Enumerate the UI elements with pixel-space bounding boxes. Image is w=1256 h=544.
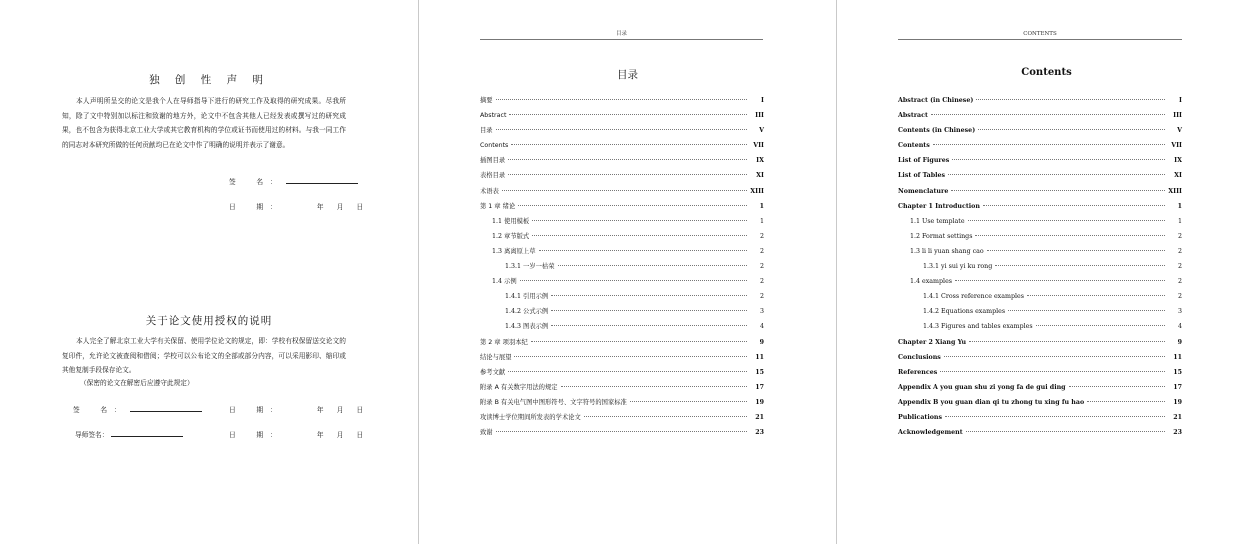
day-label: 日 <box>356 203 364 211</box>
toc-entry-page: 2 <box>1177 263 1182 271</box>
toc-entry-page: IX <box>1174 157 1182 165</box>
toc-entry-page: 23 <box>755 429 764 437</box>
toc-entry-page: VII <box>753 142 764 150</box>
toc-leader-dots <box>558 265 747 266</box>
toc-entry-title: List of Tables <box>898 172 946 180</box>
toc-entry[interactable] <box>480 410 764 425</box>
toc-entry-title: Abstract (in Chinese) <box>898 97 974 104</box>
toc-entry-title: 1.1 使用模板 <box>492 217 530 225</box>
toc-entry-title: 1.2 Format settings <box>910 232 973 240</box>
toc-entry-page: 3 <box>759 308 764 316</box>
toc-entry-page: XIII <box>750 187 764 195</box>
toc-entry[interactable] <box>898 380 1182 395</box>
toc-entry-page: 3 <box>1177 308 1182 316</box>
toc-entry[interactable] <box>898 214 1182 229</box>
authorization-date-row-2 <box>229 429 363 439</box>
toc-entry[interactable] <box>898 108 1182 123</box>
toc-entry-page: 2 <box>759 263 764 271</box>
month-label: 月 <box>336 203 344 211</box>
toc-entry-title: Chapter 2 Xiang Yu <box>898 338 967 346</box>
toc-entry[interactable] <box>480 395 764 410</box>
toc-entry[interactable] <box>898 199 1182 214</box>
toc-entry[interactable] <box>898 274 1182 289</box>
toc-leader-dots <box>518 205 747 206</box>
toc-entry[interactable] <box>898 229 1182 244</box>
toc-entry[interactable] <box>898 259 1182 274</box>
toc-entry-title: Conclusions <box>898 353 941 361</box>
toc-entry[interactable] <box>480 365 764 380</box>
toc-entry[interactable] <box>898 123 1182 138</box>
authorization-signature-row <box>73 404 202 414</box>
toc-leader-dots <box>502 190 747 191</box>
toc-entry-page: XIII <box>1168 187 1182 195</box>
toc-entry[interactable] <box>898 304 1182 319</box>
toc-entry-title: Contents <box>480 142 509 150</box>
toc-entry-page: 15 <box>1173 368 1182 376</box>
toc-leader-dots <box>976 99 1165 100</box>
originality-paragraph: 本人声明所呈交的论文是我个人在导师指导下进行的研究工作及取得的研究成果。尽我所知，除了文中特别加以标注和致谢的地方外，论文中不包含其他人已经发表或撰写过的研究成果，也不包含为获得北京工业大学或其它教育机构的学位或证书而使用过的材料。与我一同工作的同志对本研究所做的任何贡献均已在论文中作了明确的说明并表示了谢意。 <box>62 97 346 149</box>
toc-title: 目录 <box>617 69 638 81</box>
toc-entry-title: 结论与展望 <box>480 353 512 361</box>
toc-entry-title: 攻读博士学位期间所发表的学术论文 <box>480 413 581 421</box>
toc-entry-title: Contents <box>898 142 930 150</box>
toc-entry-page: IX <box>756 157 764 165</box>
toc-entry-title: 1.4.2 公式示例 <box>505 308 549 316</box>
toc-entry-title: Nomenclature <box>898 187 949 195</box>
toc-entry-title: 1.3.1 一岁一枯荣 <box>505 263 555 271</box>
running-header: CONTENTS <box>898 31 1182 40</box>
toc-entry[interactable] <box>480 259 764 274</box>
toc-entry[interactable] <box>898 395 1182 410</box>
toc-leader-dots <box>561 386 747 387</box>
toc-entry-title: 1.4.1 Cross reference examples <box>923 293 1024 301</box>
toc-entry-title: Abstract <box>898 112 928 120</box>
toc-entry-title: Appendix A you guan shu zi yong fa de gui ding <box>898 383 1066 391</box>
year-label: 年 <box>316 431 324 439</box>
signature-line[interactable] <box>286 177 358 184</box>
toc-entry[interactable] <box>480 93 764 108</box>
toc-entry-title: 1.4 examples <box>910 278 953 286</box>
toc-entry-page: 9 <box>1177 338 1182 346</box>
toc-entry-title: 致谢 <box>480 429 493 437</box>
toc-english-page <box>837 0 1256 544</box>
toc-entry[interactable] <box>480 229 764 244</box>
toc-leader-dots <box>951 190 1165 191</box>
toc-entry-page: V <box>1177 127 1182 135</box>
toc-leader-dots <box>1087 401 1165 402</box>
toc-leader-dots <box>955 280 1165 281</box>
toc-entry[interactable] <box>898 410 1182 425</box>
toc-list <box>480 93 764 440</box>
toc-entry-page: XI <box>756 172 764 180</box>
authorization-paragraph: 本人完全了解北京工业大学有关保留、使用学位论文的规定，即：学校有权保留送交论文的复印件，允许论文被查阅和借阅；学校可以公布论文的全部或部分内容，可以采用影印、缩印或其他复制手段保存论文。 <box>62 337 346 375</box>
toc-leader-dots <box>944 356 1165 357</box>
toc-leader-dots <box>551 310 747 311</box>
toc-entry-title: 第 1 章 绪论 <box>480 202 516 210</box>
toc-entry-page: 21 <box>1173 413 1182 421</box>
toc-leader-dots <box>969 341 1165 342</box>
supervisor-signature-row <box>75 429 183 439</box>
toc-leader-dots <box>987 250 1165 251</box>
date-label: 日 期： <box>229 431 284 439</box>
toc-entry[interactable] <box>480 274 764 289</box>
toc-entry-title: Chapter 1 Introduction <box>898 202 980 210</box>
day-label: 日 <box>356 406 364 414</box>
toc-entry[interactable] <box>898 138 1182 153</box>
toc-entry[interactable] <box>898 153 1182 168</box>
toc-entry-title: 1.3.1 yi sui yi ku rong <box>923 263 993 271</box>
toc-entry-page: 2 <box>759 232 764 240</box>
toc-entry-title: 插图目录 <box>480 157 506 165</box>
date-label: 日 期： <box>229 203 284 211</box>
toc-entry-title: 1.2 章节版式 <box>492 232 530 240</box>
toc-entry[interactable] <box>898 184 1182 199</box>
toc-leader-dots <box>945 416 1165 417</box>
toc-entry[interactable] <box>480 319 764 334</box>
authorization-date-row-1 <box>229 404 363 414</box>
toc-leader-dots <box>983 205 1165 206</box>
toc-leader-dots <box>520 280 747 281</box>
toc-leader-dots <box>496 99 747 100</box>
toc-entry-page: 1 <box>759 217 764 225</box>
toc-entry-page: I <box>761 97 764 104</box>
toc-entry[interactable] <box>480 108 764 123</box>
originality-signature-row <box>229 176 358 186</box>
toc-entry[interactable] <box>898 289 1182 304</box>
toc-entry-title: 1.4.3 Figures and tables examples <box>923 323 1033 331</box>
toc-leader-dots <box>952 159 1165 160</box>
toc-entry[interactable] <box>480 335 764 350</box>
toc-leader-dots <box>968 220 1165 221</box>
toc-leader-dots <box>508 371 747 372</box>
toc-chinese-page <box>419 0 836 544</box>
toc-entry[interactable] <box>480 350 764 365</box>
toc-entry-title: Contents (in Chinese) <box>898 127 976 135</box>
declaration-page <box>0 0 418 544</box>
day-label: 日 <box>356 431 364 439</box>
toc-leader-dots <box>508 159 747 160</box>
toc-entry-page: III <box>1173 112 1182 120</box>
toc-entry-title: 第 2 章 项羽本纪 <box>480 338 528 346</box>
toc-leader-dots <box>508 174 747 175</box>
toc-entry-title: 摘要 <box>480 97 493 104</box>
supervisor-label: 导师签名： <box>75 431 109 439</box>
toc-leader-dots <box>1036 325 1165 326</box>
month-label: 月 <box>336 406 344 414</box>
toc-leader-dots <box>532 235 747 236</box>
toc-entry[interactable] <box>480 380 764 395</box>
toc-entry-page: V <box>759 127 764 135</box>
toc-leader-dots <box>966 431 1165 432</box>
year-label: 年 <box>316 203 324 211</box>
toc-entry-page: 2 <box>759 247 764 255</box>
toc-entry[interactable] <box>480 184 764 199</box>
toc-leader-dots <box>1069 386 1165 387</box>
toc-entry-title: 术语表 <box>480 187 499 195</box>
toc-entry-title: 表格目录 <box>480 172 506 180</box>
toc-entry-page: 11 <box>755 353 764 361</box>
toc-entry-page: 15 <box>755 368 764 376</box>
toc-leader-dots <box>931 114 1165 115</box>
toc-entry-page: 17 <box>755 383 764 391</box>
toc-entry-title: 附录 A 有关数字用法的规定 <box>480 383 558 391</box>
toc-leader-dots <box>539 250 747 251</box>
toc-entry-page: 1 <box>759 202 764 210</box>
toc-entry-page: 9 <box>759 338 764 346</box>
toc-entry-title: 1.4.2 Equations examples <box>923 308 1006 316</box>
toc-entry[interactable] <box>898 168 1182 183</box>
toc-entry[interactable] <box>898 319 1182 334</box>
toc-entry-page: 21 <box>755 413 764 421</box>
originality-date-row <box>229 201 363 211</box>
toc-entry-page: 2 <box>1177 232 1182 240</box>
toc-entry-title: 参考文献 <box>480 368 506 376</box>
toc-leader-dots <box>511 144 747 145</box>
toc-leader-dots <box>509 114 747 115</box>
toc-entry-page: 2 <box>1177 247 1182 255</box>
toc-entry-title: 附录 B 有关电气图中图形符号、文字符号的国家标准 <box>480 398 627 406</box>
toc-leader-dots <box>940 371 1165 372</box>
toc-entry-page: 2 <box>759 293 764 301</box>
toc-entry-page: VII <box>1171 142 1182 150</box>
originality-title: 独 创 性 声 明 <box>149 74 269 86</box>
toc-leader-dots <box>514 356 747 357</box>
toc-entry[interactable] <box>898 425 1182 440</box>
toc-leader-dots <box>496 129 747 130</box>
toc-entry-title: 1.3 li li yuan shang cao <box>910 247 984 255</box>
toc-leader-dots <box>496 431 747 432</box>
toc-leader-dots <box>975 235 1165 236</box>
authorization-title: 关于论文使用授权的说明 <box>145 315 273 327</box>
toc-leader-dots <box>978 129 1165 130</box>
toc-entry[interactable] <box>898 244 1182 259</box>
toc-entry-page: 2 <box>1177 293 1182 301</box>
toc-leader-dots <box>532 220 747 221</box>
toc-entry-title: 1.1 Use template <box>910 217 965 225</box>
toc-entry-page: XI <box>1174 172 1182 180</box>
toc-entry[interactable] <box>480 123 764 138</box>
toc-leader-dots <box>551 295 747 296</box>
toc-leader-dots <box>584 416 747 417</box>
date-label: 日 期： <box>229 406 284 414</box>
toc-entry[interactable] <box>480 244 764 259</box>
toc-leader-dots <box>531 341 747 342</box>
signature-label: 签 名： <box>73 406 128 414</box>
toc-entry-page: 17 <box>1173 383 1182 391</box>
toc-entry-page: 4 <box>1177 323 1182 331</box>
toc-entry[interactable] <box>898 335 1182 350</box>
toc-entry[interactable] <box>480 168 764 183</box>
toc-leader-dots <box>630 401 747 402</box>
toc-entry-page: III <box>755 112 764 120</box>
toc-leader-dots <box>995 265 1165 266</box>
month-label: 月 <box>336 431 344 439</box>
toc-entry-title: 1.4.3 图表示例 <box>505 323 549 331</box>
toc-entry-title: Publications <box>898 413 943 421</box>
toc-entry-page: 23 <box>1173 429 1182 437</box>
toc-entry-title: List of Figures <box>898 157 950 165</box>
toc-entry-title: 目录 <box>480 127 493 135</box>
toc-entry-title: 1.3 离离原上草 <box>492 247 536 255</box>
toc-leader-dots <box>1008 310 1165 311</box>
toc-leader-dots <box>551 325 747 326</box>
toc-entry-page: 2 <box>759 278 764 286</box>
toc-entry-page: 1 <box>1177 217 1182 225</box>
toc-entry-title: Appendix B you guan dian qi tu zhong tu xing fu hao <box>898 398 1085 406</box>
toc-entry[interactable] <box>898 350 1182 365</box>
toc-leader-dots <box>948 174 1165 175</box>
supervisor-signature-line[interactable] <box>111 430 183 437</box>
toc-entry-page: 19 <box>1173 398 1182 406</box>
toc-entry-title: Abstract <box>480 112 507 120</box>
toc-entry-title: References <box>898 368 938 376</box>
toc-leader-dots <box>1027 295 1165 296</box>
toc-entry[interactable] <box>480 138 764 153</box>
toc-list <box>898 93 1182 440</box>
toc-entry[interactable] <box>480 304 764 319</box>
toc-entry[interactable] <box>480 199 764 214</box>
toc-entry-title: 1.4 示例 <box>492 278 517 286</box>
toc-entry[interactable] <box>898 93 1182 108</box>
toc-entry[interactable] <box>480 425 764 440</box>
toc-leader-dots <box>933 144 1165 145</box>
toc-entry-page: I <box>1179 97 1182 104</box>
toc-entry-page: 19 <box>755 398 764 406</box>
toc-entry-page: 4 <box>759 323 764 331</box>
toc-title: Contents <box>1021 67 1072 78</box>
year-label: 年 <box>316 406 324 414</box>
toc-entry-page: 1 <box>1177 202 1182 210</box>
toc-entry[interactable] <box>480 214 764 229</box>
toc-entry-title: 1.4.1 引用示例 <box>505 293 549 301</box>
toc-entry-page: 11 <box>1173 353 1182 361</box>
toc-entry-title: Acknowledgement <box>898 429 963 437</box>
toc-entry[interactable] <box>480 289 764 304</box>
confidential-note: （保密的论文在解密后应遵守此规定） <box>80 379 194 387</box>
toc-entry[interactable] <box>898 365 1182 380</box>
signature-line[interactable] <box>130 405 202 412</box>
toc-entry[interactable] <box>480 153 764 168</box>
running-header: 目录 <box>480 31 763 40</box>
toc-entry-page: 2 <box>1177 278 1182 286</box>
signature-label: 签 名： <box>229 178 284 186</box>
